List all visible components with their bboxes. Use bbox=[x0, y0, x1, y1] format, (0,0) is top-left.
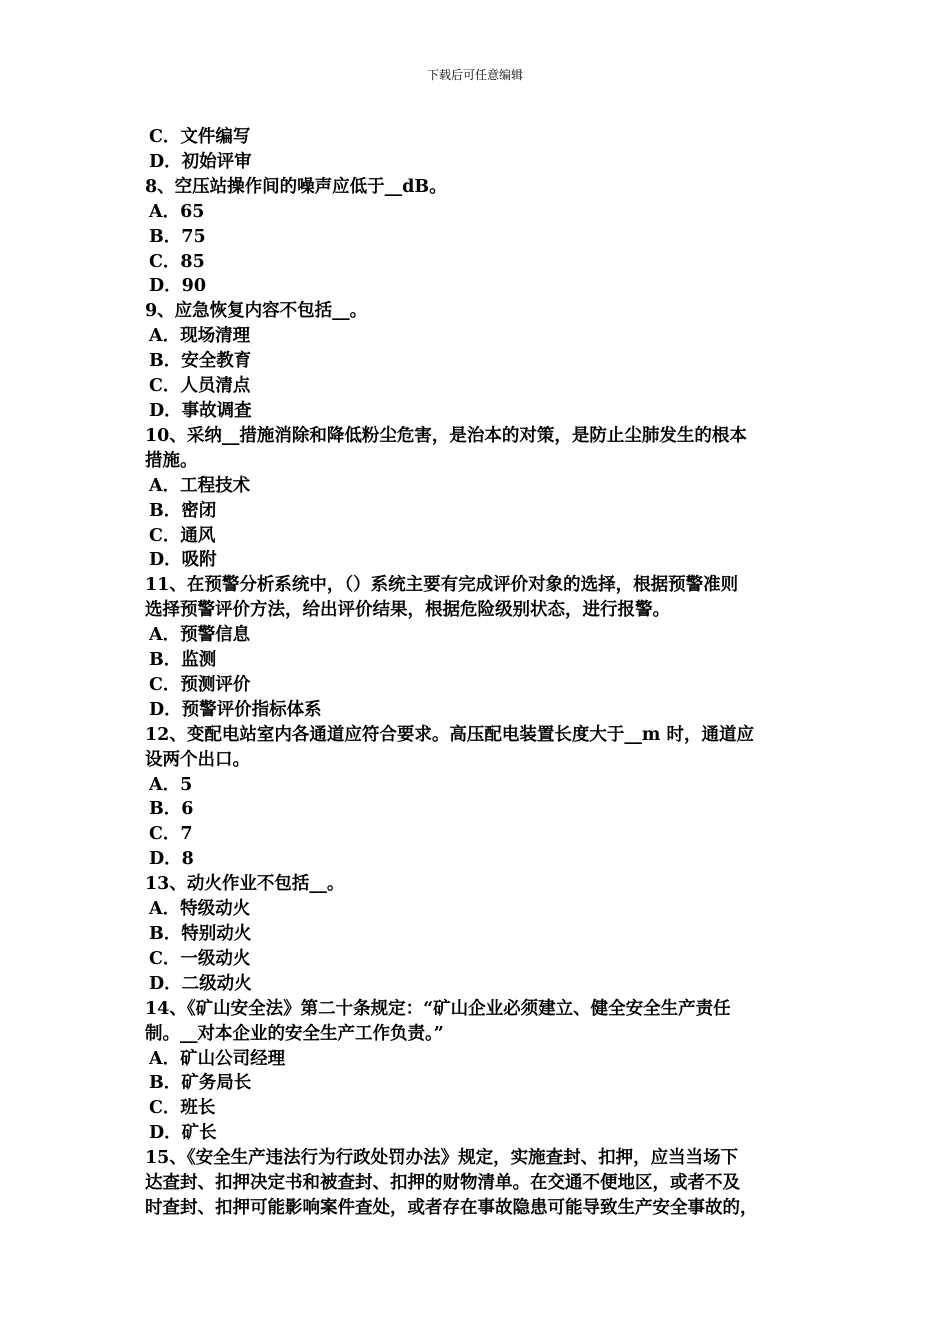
answer-option: D．8 bbox=[149, 849, 194, 870]
answer-option: C．7 bbox=[149, 824, 193, 845]
answer-option: D．二级动火 bbox=[149, 973, 252, 994]
question-text: 11、在预警分析系统中，（）系统主要有完成评价对象的选择，根据预警准则 bbox=[145, 575, 739, 596]
answer-option: B．6 bbox=[149, 799, 194, 820]
answer-option: B．监测 bbox=[149, 650, 217, 671]
answer-option: C．人员清点 bbox=[149, 376, 251, 397]
answer-option: D．矿长 bbox=[149, 1123, 217, 1144]
question-text: 15、《安全生产违法行为行政处罚办法》规定，实施查封、扣押，应当当场下 bbox=[145, 1148, 739, 1169]
answer-option: B．矿务局长 bbox=[149, 1073, 252, 1094]
question-text: 10、采纳__措施消除和降低粉尘危害，是治本的对策，是防止尘肺发生的根本 bbox=[145, 425, 747, 446]
question-text: 13、动火作业不包括__。 bbox=[145, 874, 345, 895]
question-text: 8、空压站操作间的噪声应低于__dB。 bbox=[145, 176, 447, 197]
answer-option: B．75 bbox=[149, 226, 206, 247]
answer-option: D．90 bbox=[149, 276, 207, 297]
question-text: 9、应急恢复内容不包括__。 bbox=[145, 301, 368, 322]
answer-option: C．文件编写 bbox=[149, 127, 251, 147]
answer-option: A．预警信息 bbox=[149, 625, 251, 646]
answer-option: B．密闭 bbox=[149, 500, 217, 521]
answer-option: A．工程技术 bbox=[149, 475, 251, 496]
page-header-note: 下载后可任意编辑 bbox=[426, 68, 523, 82]
answer-option: C．85 bbox=[149, 251, 205, 272]
question-text: 12、变配电站室内各通道应符合要求。高压配电装置长度大于__m 时，通道应 bbox=[145, 724, 754, 745]
answer-option: A．65 bbox=[149, 201, 205, 222]
answer-option: C．一级动火 bbox=[149, 948, 251, 969]
answer-option: D．初始评审 bbox=[149, 151, 252, 172]
answer-option: D．事故调查 bbox=[149, 400, 252, 421]
question-text: 达查封、扣押决定书和被查封、扣押的财物清单。在交通不便地区，或者不及 bbox=[145, 1173, 740, 1194]
document-body bbox=[145, 125, 810, 1221]
answer-option: A．特级动火 bbox=[149, 899, 251, 920]
question-text: 14、《矿山安全法》第二十条规定：“矿山企业必须建立、健全安全生产责任 bbox=[145, 998, 731, 1019]
question-text: 设两个出口。 bbox=[145, 749, 250, 770]
question-text: 措施。 bbox=[145, 450, 198, 471]
answer-option: D．预警评价指标体系 bbox=[149, 699, 322, 720]
question-text: 选择预警评价方法，给出评价结果，根据危险级别状态，进行报警。 bbox=[145, 600, 670, 621]
answer-option: B．安全教育 bbox=[149, 351, 252, 372]
answer-option: C．班长 bbox=[149, 1098, 216, 1119]
answer-option: C．通风 bbox=[149, 525, 216, 546]
question-text: 时查封、扣押可能影响案件查处，或者存在事故隐患可能导致生产安全事故的， bbox=[145, 1197, 758, 1218]
answer-option: A．5 bbox=[149, 774, 193, 795]
answer-option: D．吸附 bbox=[149, 550, 217, 571]
answer-option: A．现场清理 bbox=[149, 326, 251, 347]
answer-option: B．特别动火 bbox=[149, 924, 252, 944]
answer-option: A．矿山公司经理 bbox=[149, 1048, 286, 1069]
answer-option: C．预测评价 bbox=[149, 674, 251, 695]
question-text: 制。__对本企业的安全生产工作负责。” bbox=[145, 1023, 444, 1044]
